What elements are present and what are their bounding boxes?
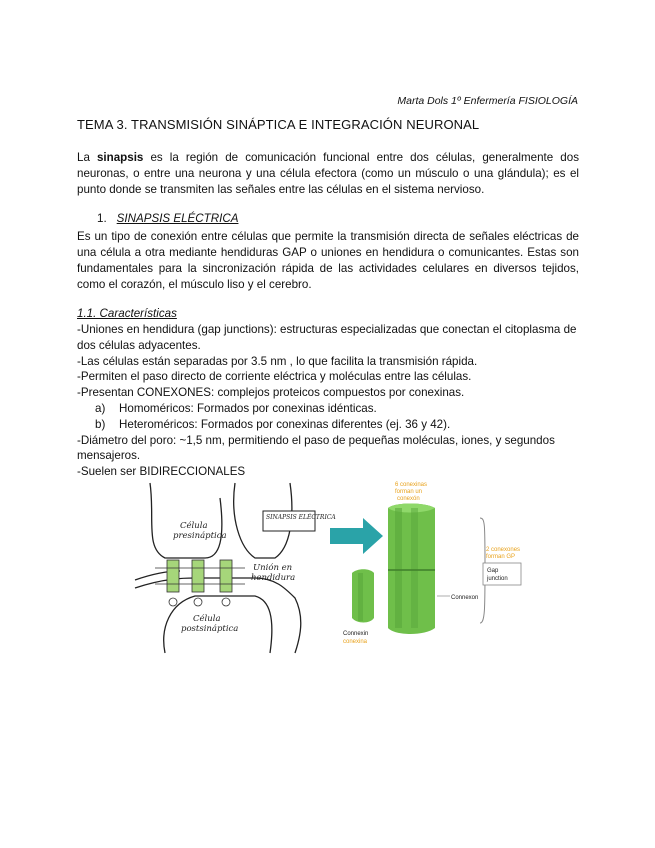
union-label-1: Unión en [253,563,293,573]
list-item: -Diámetro del poro: ~1,5 nm, permitiendo el paso de pequeñas moléculas, iones, y segundos mensajeros. [77,433,555,463]
top-note-1: 6 conexinas [395,482,428,488]
sinapsis-box [263,511,336,531]
intro-bold-term: sinapsis [96,151,144,164]
list-item: -Uniones en hendidura (gap junctions): estructuras especializadas que conectan el citoplasma de dos células adyacentes. [77,323,577,352]
gap-label-1: Gap [487,568,499,574]
section-1-paragraph: Es un tipo de conexión entre células que permite la transmisión directa de señales eléctricas de una célula a otra mediante hendiduras GAP o uniones en hendidura o comunicantes. Estas son fundamentales para la sincronización rápida de las actividades celulares en diversos tejidos, como el corazón, el músculo liso y el cerebro. [77,230,579,291]
pre-cell-label-2: presináptica [173,531,227,541]
arrow-icon [330,518,383,554]
top-note-3: conexón [397,496,420,502]
list-item: -Suelen ser BIDIRECCIONALES [77,465,246,479]
subsection-heading: 1.1. Características [77,307,177,320]
sinapsis-box-label: SINAPSIS ELÉCTRICA [266,514,336,521]
subitem-text: Heteroméricos: Formados por conexinas diferentes (ej. 36 y 42). [119,417,451,431]
list-item: -Presentan CONEXONES: complejos proteicos compuestos por conexinas. [77,386,465,400]
post-cell-label-1: Célula [193,614,221,624]
subitem-label: b) [95,417,106,431]
gap-junction-figure [125,478,545,658]
list-subitem [77,401,579,417]
pre-cell-label-1: Célula [180,521,208,531]
union-label-2: hendidura [251,573,296,583]
subitem-text: Homoméricos: Formados por conexinas idénticas. [119,401,377,415]
list-subitem [77,417,579,433]
page-title: TEMA 3. TRANSMISIÓN SINÁPTICA E INTEGRACIÓN NEURONAL [77,117,480,132]
intro-paragraph [77,150,579,198]
section-heading-1 [97,212,238,225]
connexin-es-label: conexina [343,639,368,645]
post-cell-label-2: postsináptica [181,624,239,634]
intro-pre: La [77,151,97,164]
gap-label-2: junction [487,576,508,582]
section-number: 1. [97,212,107,225]
connexon-label: Connexon [451,595,479,601]
right-note-2: forman GP [486,554,516,560]
characteristics-list [77,322,579,480]
connexin-label: Connexin [343,631,369,637]
section-title: SINAPSIS ELÉCTRICA [116,212,239,225]
page-header: Marta Dols 1º Enfermería FISIOLOGÍA [397,95,578,107]
right-note-1: 2 conexones [486,547,521,553]
top-note-2: forman un [395,489,423,495]
intro-post: es la región de comunicación funcional entre dos células, generalmente dos neuronas, o entre una neurona y una célula efectora (como un músculo o una glándula); es el punto donde se transmiten las señales entre las células en el sistema nervioso. [77,151,579,196]
list-item: -Permiten el paso directo de corriente eléctrica y moléculas entre las células. [77,370,472,384]
subitem-label: a) [95,401,106,415]
connexon-channels [155,560,245,606]
list-item: -Las células están separadas por 3.5 nm , lo que facilita la transmisión rápida. [77,354,478,368]
